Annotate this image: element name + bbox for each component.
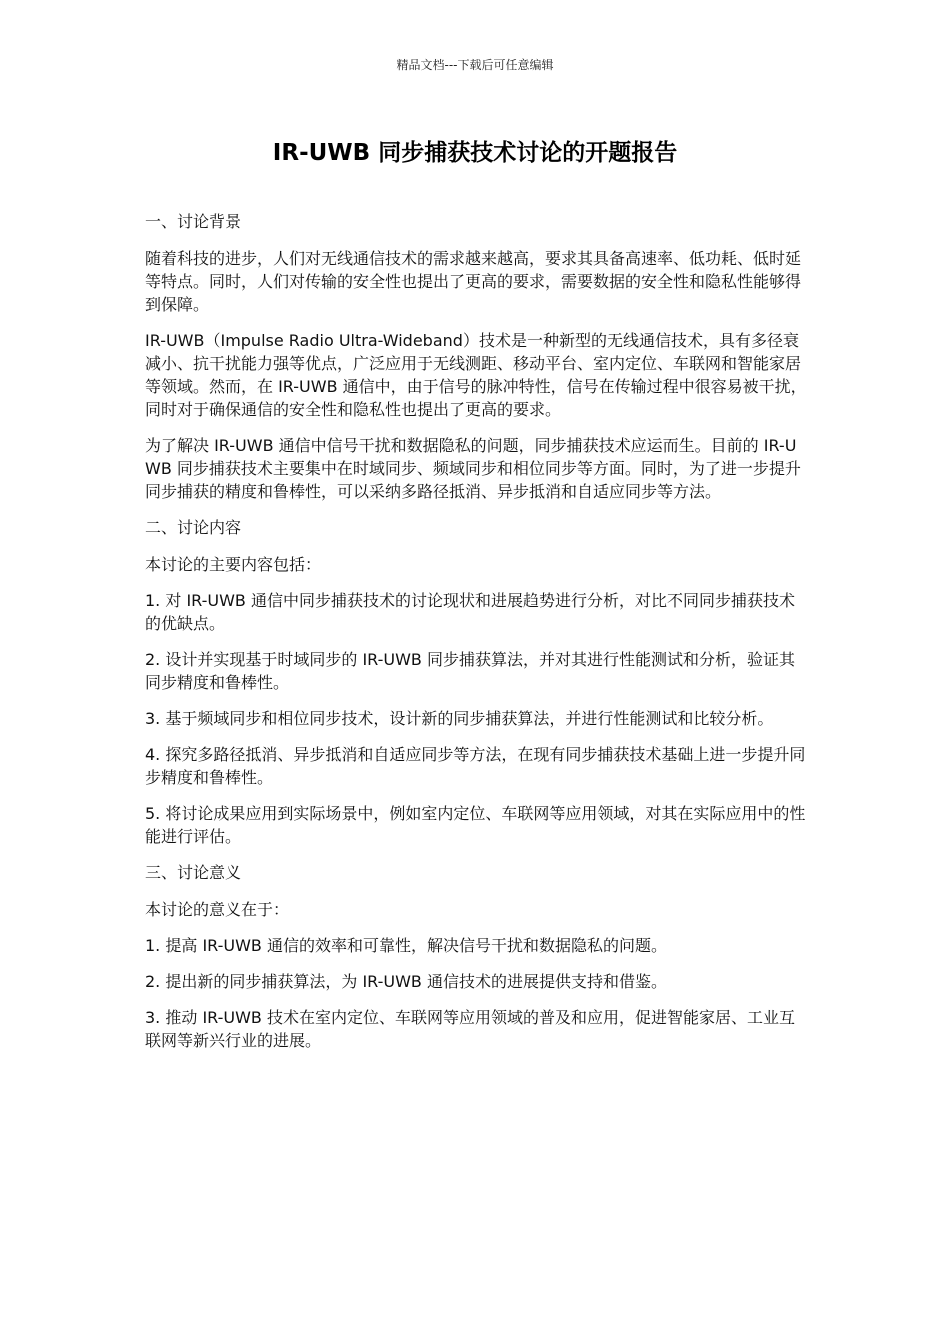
list-item: 5. 将讨论成果应用到实际场景中，例如室内定位、车联网等应用领域，对其在实际应用中的性能进行评估。 <box>145 804 806 846</box>
section-heading-content: 二、讨论内容 <box>145 518 242 537</box>
section-intro: 本讨论的主要内容包括： <box>145 555 322 574</box>
document-body <box>145 210 807 1065</box>
list-item: 2. 设计并实现基于时域同步的 IR-UWB 同步捕获算法，并对其进行性能测试和分析，验证其同步精度和鲁棒性。 <box>145 650 795 692</box>
document-title: IR-UWB 同步捕获技术讨论的开题报告 <box>272 140 678 166</box>
list-item: 3. 推动 IR-UWB 技术在室内定位、车联网等应用领域的普及和应用，促进智能家居、工业互联网等新兴行业的进展。 <box>145 1008 795 1050</box>
list-item: 1. 提高 IR-UWB 通信的效率和可靠性，解决信号干扰和数据隐私的问题。 <box>145 936 667 955</box>
list-item: 3. 基于频域同步和相位同步技术，设计新的同步捕获算法，并进行性能测试和比较分析。 <box>145 709 774 728</box>
list-item: 2. 提出新的同步捕获算法，为 IR-UWB 通信技术的进展提供支持和借鉴。 <box>145 972 667 991</box>
list-item: 1. 对 IR-UWB 通信中同步捕获技术的讨论现状和进展趋势进行分析，对比不同同步捕获技术的优缺点。 <box>145 591 795 633</box>
section-heading-significance: 三、讨论意义 <box>145 863 242 882</box>
page-header-watermark: 精品文档---下载后可任意编辑 <box>396 58 554 72</box>
section-intro: 本讨论的意义在于： <box>145 900 290 919</box>
paragraph: IR-UWB（Impulse Radio Ultra-Wideband）技术是一种新型的无线通信技术，具有多径衰减小、抗干扰能力强等优点，广泛应用于无线测距、移动平台、室内定位、车联网和智能家居等领域。然而，在 IR-UWB 通信中，由于信号的脉冲特性，信号在传输过程中很容易被干扰，同时对于确保通信的安全性和隐私性也提出了更高的要求。 <box>145 331 807 419</box>
paragraph: 为了解决 IR-UWB 通信中信号干扰和数据隐私的问题，同步捕获技术应运而生。目前的 IR-UWB 同步捕获技术主要集中在时域同步、频域同步和相位同步等方面。同时，为了进一步提升同步捕获的精度和鲁棒性，可以采纳多路径抵消、异步抵消和自适应同步等方法。 <box>145 436 801 501</box>
list-item: 4. 探究多路径抵消、异步抵消和自适应同步等方法，在现有同步捕获技术基础上进一步提升同步精度和鲁棒性。 <box>145 745 806 787</box>
section-heading-background: 一、讨论背景 <box>145 212 242 231</box>
paragraph: 随着科技的进步，人们对无线通信技术的需求越来越高，要求其具备高速率、低功耗、低时延等特点。同时，人们对传输的安全性也提出了更高的要求，需要数据的安全性和隐私性能够得到保障。 <box>145 249 802 314</box>
